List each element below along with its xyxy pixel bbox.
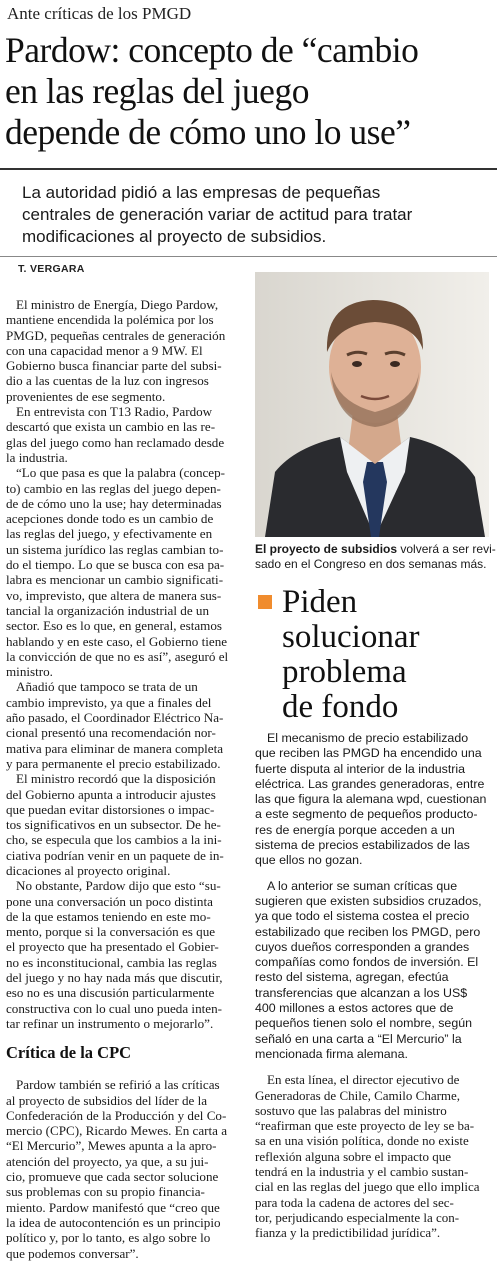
paragraph-gap <box>255 1062 493 1072</box>
text-line: ya que todo el sistema costea el precio <box>255 909 470 924</box>
text-line: labra es mencionar un cambio significati- <box>6 572 224 588</box>
article-body-left <box>6 297 246 1261</box>
text-line: del Gobierno apunta a introducir ajustes <box>6 786 216 802</box>
text-line: tos significativos en un subsector. De he- <box>6 817 221 833</box>
text-line: constructiva con lo cual uno pueda inten- <box>6 1000 222 1016</box>
text-line: glas del juego como han reclamado desde <box>6 434 225 450</box>
text-line: dicaciones al proyecto original. <box>6 862 171 878</box>
text-line: dio a las cuentas de la luz con ingresos <box>6 373 209 389</box>
sidebar-title-line: solucionar <box>282 619 420 655</box>
caption-bold: El proyecto de subsidios <box>255 542 398 556</box>
article-body-part-2 <box>6 1077 246 1261</box>
text-line: res de energía porque acceden a un <box>255 822 455 837</box>
text-line: En entrevista con T13 Radio, Pardow <box>16 404 213 420</box>
text-line: cho, se especula que los cambios a la ini- <box>6 832 222 848</box>
text-line: El ministro recordó que la disposición <box>16 771 216 787</box>
sidebar-title-line: problema <box>282 654 407 690</box>
text-line: ciativa podrían venir en un paquete de in- <box>6 847 224 863</box>
divider <box>0 256 497 257</box>
text-line: mantiene encendida la polémica por los <box>6 312 214 328</box>
text-line: “Lo que pasa es que la palabra (concep- <box>16 465 226 481</box>
headline-line: Pardow: concepto de “cambio <box>5 30 419 70</box>
text-line: vo, imprevisto, que altera de manera sus- <box>6 587 222 603</box>
text-line: sugieren que existen subsidios cruzados, <box>255 893 482 908</box>
text-line: cial en las reglas del juego que ello implica <box>255 1179 480 1195</box>
text-line: el proyecto que ha presentado el Gobier- <box>6 939 219 955</box>
text-line: miento. Pardow manifestó que “creo que <box>6 1199 220 1215</box>
text-line: pequeños tienen solo el nombre, según <box>255 1016 472 1031</box>
caption-rest: volverá a ser revi- <box>397 542 496 556</box>
byline: T. VERGARA <box>18 263 85 275</box>
sidebar-title-line: Piden <box>282 584 358 620</box>
subhead: Crítica de la CPC <box>6 1043 132 1063</box>
sidebar-body <box>255 731 493 1241</box>
text-line: PMGD, pequeñas centrales de generación <box>6 327 226 343</box>
text-line: cuyos dueños corresponden a grandes <box>255 939 470 954</box>
text-line: mencionada firma alemana. <box>255 1046 408 1061</box>
text-line: hablando y en este caso, el Gobierno tiene <box>6 633 228 649</box>
deck-line: modificaciones al proyecto de subsidios. <box>22 227 327 246</box>
deck-line: centrales de generación variar de actitud para tratar <box>22 205 413 224</box>
text-line: que podemos conversar”. <box>6 1245 139 1261</box>
text-line: fuerte disputa al interior de la industria <box>255 761 466 776</box>
text-line: resto del sistema, agregan, efectúa <box>255 970 449 985</box>
text-line: reflexión alguna sobre el impacto que <box>255 1148 452 1164</box>
deck <box>22 182 492 248</box>
text-line: de la que estamos teniendo en este mo- <box>6 908 211 924</box>
text-line: que ellos no gozan. <box>255 853 363 868</box>
text-line: un sistema jurídico las reglas cambian to- <box>6 541 224 557</box>
orange-square-icon <box>258 595 272 609</box>
text-line: tor, perjudicando especialmente la con- <box>255 1209 460 1225</box>
kicker: Ante críticas de los PMGD <box>7 4 192 23</box>
text-line: Confederación de la Producción y del Co- <box>6 1107 227 1123</box>
text-line: descartó que exista un cambio en las re- <box>6 419 216 435</box>
text-line: cional presentó una recomendación nor- <box>6 725 216 741</box>
text-line: tancial la organización industrial de un <box>6 602 210 618</box>
text-line: que reciben las PMGD ha encendido una <box>255 746 482 761</box>
text-line: mativa para eliminar de manera completa <box>6 740 224 756</box>
text-line: ministro. <box>6 664 53 680</box>
text-line: compañías como fondos de inversión. El <box>255 955 479 970</box>
text-line: pone una conversación un poco distinta <box>6 893 213 909</box>
text-line: tar refinar un instrumento o mejorarlo”. <box>6 1015 214 1031</box>
text-line: “El Mercurio”, Mewes apunta a la apro- <box>6 1138 217 1154</box>
portrait-photo <box>255 272 489 537</box>
text-line: sostuvo que las palabras del ministro <box>255 1102 447 1118</box>
text-line: año pasado, el Coordinador Eléctrico Na- <box>6 710 224 726</box>
text-line: A lo anterior se suman críticas que <box>267 878 458 893</box>
text-line: no es inconstitucional, cambia las reglas <box>6 954 217 970</box>
text-line: En esta línea, el director ejecutivo de <box>267 1072 460 1088</box>
headline-line: depende de cómo uno lo use” <box>5 112 411 152</box>
headline-line: en las reglas del juego <box>5 71 309 111</box>
text-line: la industria. <box>6 449 68 465</box>
text-line: to) cambio en las reglas del juego depen- <box>6 480 221 496</box>
text-line: provenientes de ese segmento. <box>6 388 166 404</box>
text-line: do el tiempo. Lo que se busca con esa pa- <box>6 557 225 573</box>
text-line: sector. Eso es lo que, en general, estamos <box>6 618 222 634</box>
text-line: transferencias que alcanzan a los US$ <box>255 985 468 1000</box>
article-body-part-1 <box>6 297 246 1031</box>
text-line: señaló en una carta a “El Mercurio” la <box>255 1031 462 1046</box>
text-line: eléctrica. Las grandes generadoras, entre <box>255 776 485 791</box>
text-line: de de cómo uno la use; hay determinadas <box>6 495 222 511</box>
text-line: la convicción de que no es así”, aseguró el <box>6 648 229 664</box>
text-line: Pardow también se refirió a las críticas <box>16 1077 220 1093</box>
text-line: a este segmento de pequeños producto- <box>255 807 478 822</box>
text-line: “reafirman que este proyecto de ley se ba- <box>255 1118 475 1134</box>
portrait-illustration <box>255 272 489 537</box>
caption-line: sado en el Congreso en dos semanas más. <box>255 557 487 571</box>
text-line: acepciones donde todo es un cambio de <box>6 511 214 527</box>
text-line: las que figura la alemana wpd, cuestionan <box>255 792 487 807</box>
text-line: fianza y la predictibilidad jurídica”. <box>255 1225 441 1241</box>
text-line: 400 millones a estos actores que de <box>255 1001 454 1016</box>
text-line: la idea de autocontención es un principio <box>6 1214 221 1230</box>
headline <box>5 30 492 153</box>
text-line: sus problemas con su propio financia- <box>6 1184 205 1200</box>
sidebar-title-line: de fondo <box>282 689 399 725</box>
text-line: del juego y no hay nada más que discutir, <box>6 970 223 986</box>
text-line: Añadió que tampoco se trata de un <box>16 679 198 695</box>
text-line: El ministro de Energía, Diego Pardow, <box>16 297 219 312</box>
text-line: Gobierno busca financiar parte del subsi- <box>6 358 222 374</box>
sidebar-title-text <box>282 585 497 725</box>
text-line: estabilizado que reciben los PMGD, pero <box>255 924 481 939</box>
text-line: sa en una visión política, donde no existe <box>255 1133 469 1149</box>
text-line: cio, promueve que cada sector solucione <box>6 1169 219 1185</box>
text-line: para toda la cadena de actores del sec- <box>255 1194 454 1210</box>
deck-line: La autoridad pidió a las empresas de pequeñas <box>22 183 381 202</box>
text-line: con una capacidad menor a 9 MW. El <box>6 342 203 358</box>
text-line: cambio imprevisto, ya que a finales del <box>6 694 212 710</box>
text-line: El mecanismo de precio estabilizado <box>267 731 469 745</box>
caption-line <box>255 542 496 557</box>
text-line: sistema de precios estabilizados de las <box>255 838 470 853</box>
text-line: político y, por lo tanto, es algo sobre lo <box>6 1230 211 1246</box>
text-line: que puedan evitar distorsiones o impac- <box>6 801 215 817</box>
text-line: al proyecto de subsidios del líder de la <box>6 1092 208 1108</box>
text-line: mento, porque si la conversación es que <box>6 924 216 940</box>
divider <box>0 168 497 170</box>
photo-caption <box>255 542 496 572</box>
paragraph-gap <box>255 869 493 879</box>
text-line: atención del proyecto, ya que, a su jui- <box>6 1153 209 1169</box>
text-line: mercio (CPC), Ricardo Mewes. En carta a <box>6 1123 228 1139</box>
text-line: tendrá en la industria y el cambio sustan- <box>255 1164 469 1180</box>
text-line: las reglas del juego, y efectivamente en <box>6 526 213 542</box>
text-line: y para permanente el precio estabilizado. <box>6 755 221 771</box>
text-line: eso no es una discusión particularmente <box>6 985 215 1001</box>
text-line: Generadoras de Chile, Camilo Charme, <box>255 1087 461 1103</box>
text-line: No obstante, Pardow dijo que esto “su- <box>16 878 221 894</box>
